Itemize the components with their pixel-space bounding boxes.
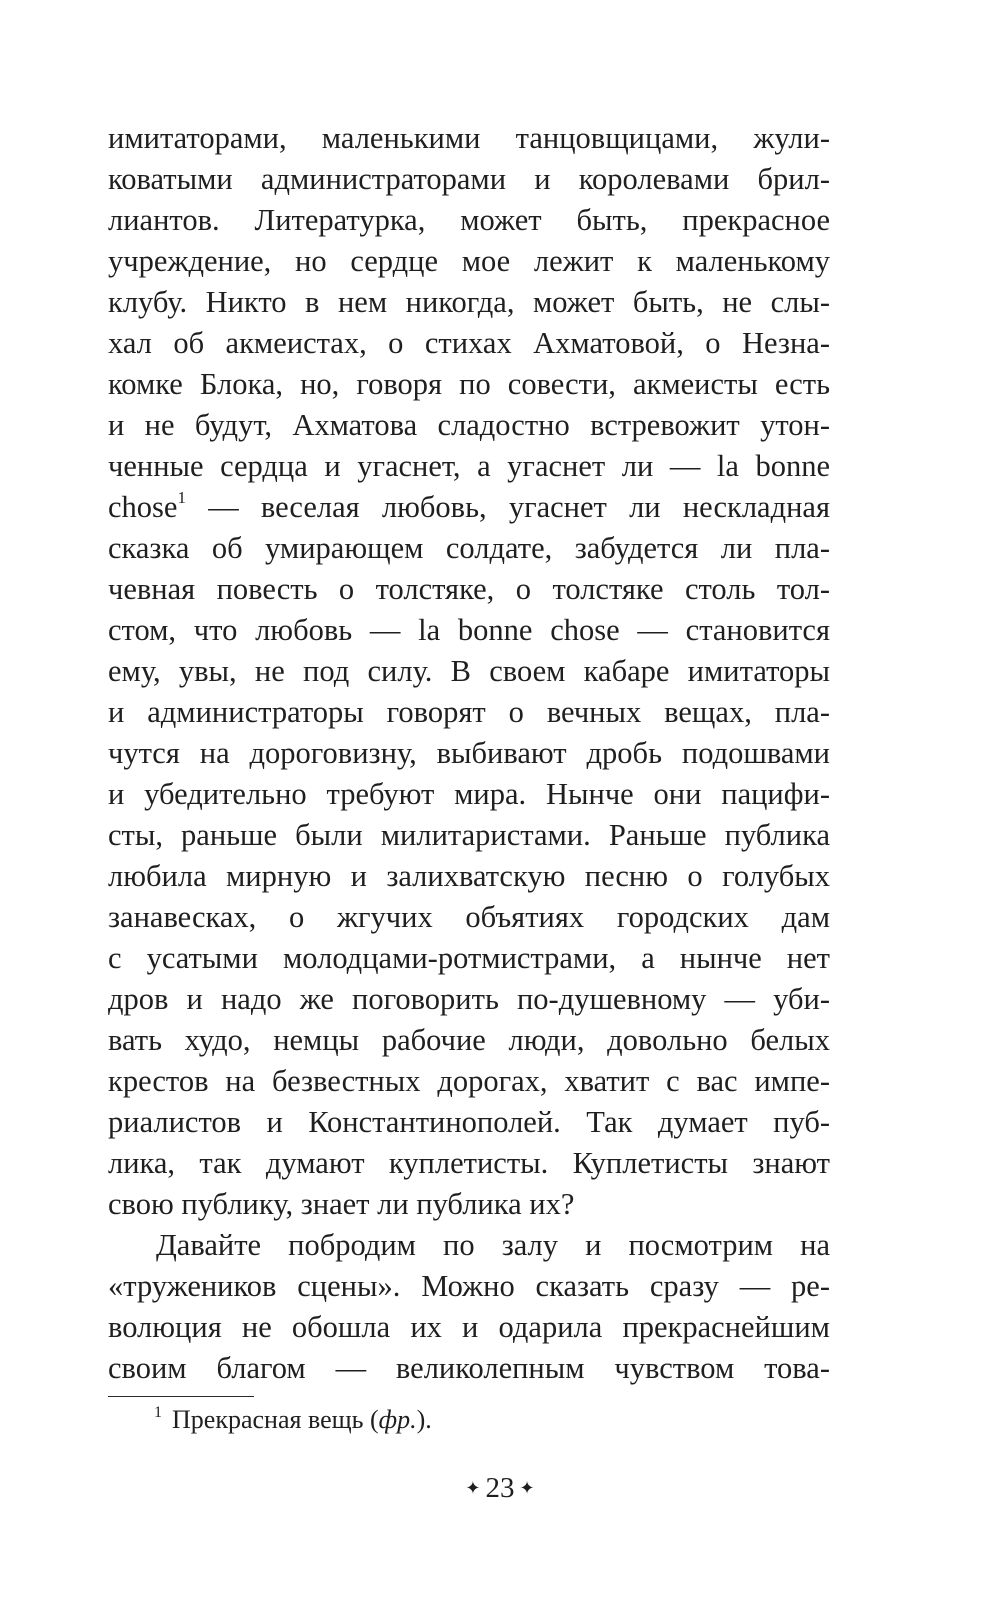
footnote-close: ).	[416, 1405, 432, 1434]
text-line: коватыми администраторами и королевами брил-	[108, 162, 830, 196]
text-line: имитаторами, маленькими танцовщицами, жули-	[108, 121, 830, 155]
footnote-number: 1	[154, 1404, 162, 1421]
text-line: чевная повесть о толстяке, о толстяке столь тол-	[108, 572, 830, 606]
page-number-footer	[0, 1470, 1000, 1506]
text-line: хал об акмеистах, о стихах Ахматовой, о Незна-	[108, 326, 830, 360]
text-line: крестов на безвестных дорогах, хватит с вас импе-	[108, 1064, 830, 1098]
text-line: чутся на дороговизну, выбивают дробь подошвами	[108, 736, 830, 770]
text-line: сты, раньше были милитаристами. Раньше публика	[108, 818, 830, 852]
footnote-reference: 1	[177, 488, 186, 507]
text-line: стом, что любовь — la bonne chose — становится	[108, 613, 830, 647]
text-line: комке Блока, но, говоря по совести, акмеисты есть	[108, 367, 830, 401]
text-line: свою публику, знает ли публика их?	[108, 1187, 575, 1221]
text-line: «тружеников сцены». Можно сказать сразу — ре-	[108, 1269, 830, 1303]
text-line: вать худо, немцы рабочие люди, довольно белых	[108, 1023, 830, 1057]
footnote-divider	[108, 1396, 254, 1397]
text-fragment: chose	[108, 490, 178, 524]
text-line: занавесках, о жгучих объятиях городских дам	[108, 900, 830, 934]
text-line: и убедительно требуют мира. Нынче они пацифи-	[108, 777, 830, 811]
ornament-right-icon: ✦	[519, 1478, 535, 1498]
text-line: ченные сердца и угаснет, а угаснет ли — la bonne	[108, 449, 830, 483]
text-fragment: — веселая любовь, угаснет ли нескладная	[208, 490, 830, 524]
text-line: Давайте побродим по залу и посмотрим на	[156, 1228, 830, 1262]
footnote-text: Прекрасная вещь (	[172, 1405, 379, 1434]
ornament-left-icon: ✦	[465, 1478, 481, 1498]
text-line: сказка об умирающем солдате, забудется ли пла-	[108, 531, 830, 565]
footnote-language: фр.	[378, 1405, 417, 1434]
text-line: риалистов и Константинополей. Так думает пуб-	[108, 1105, 830, 1139]
text-line: лиантов. Литературка, может быть, прекрасное	[108, 203, 830, 237]
text-line: лика, так думают куплетисты. Куплетисты знают	[108, 1146, 830, 1180]
text-line: волюция не обошла их и одарила прекраснейшим	[108, 1310, 830, 1344]
footnote	[154, 1403, 432, 1437]
text-line: и не будут, Ахматова сладостно встревожит утон-	[108, 408, 830, 442]
text-line: ему, увы, не под силу. В своем кабаре имитаторы	[108, 654, 830, 688]
text-line: клубу. Никто в нем никогда, может быть, не слы-	[108, 285, 830, 319]
text-line: и администраторы говорят о вечных вещах, пла-	[108, 695, 830, 729]
text-line	[108, 487, 830, 528]
page-number: 23	[485, 1472, 515, 1504]
text-line: своим благом — великолепным чувством това-	[108, 1351, 830, 1385]
text-line: любила мирную и залихватскую песню о голубых	[108, 859, 830, 893]
text-line: дров и надо же поговорить по-душевному — уби-	[108, 982, 830, 1016]
text-line: учреждение, но сердце мое лежит к маленькому	[108, 244, 830, 278]
text-line: с усатыми молодцами-ротмистрами, а нынче нет	[108, 941, 830, 975]
